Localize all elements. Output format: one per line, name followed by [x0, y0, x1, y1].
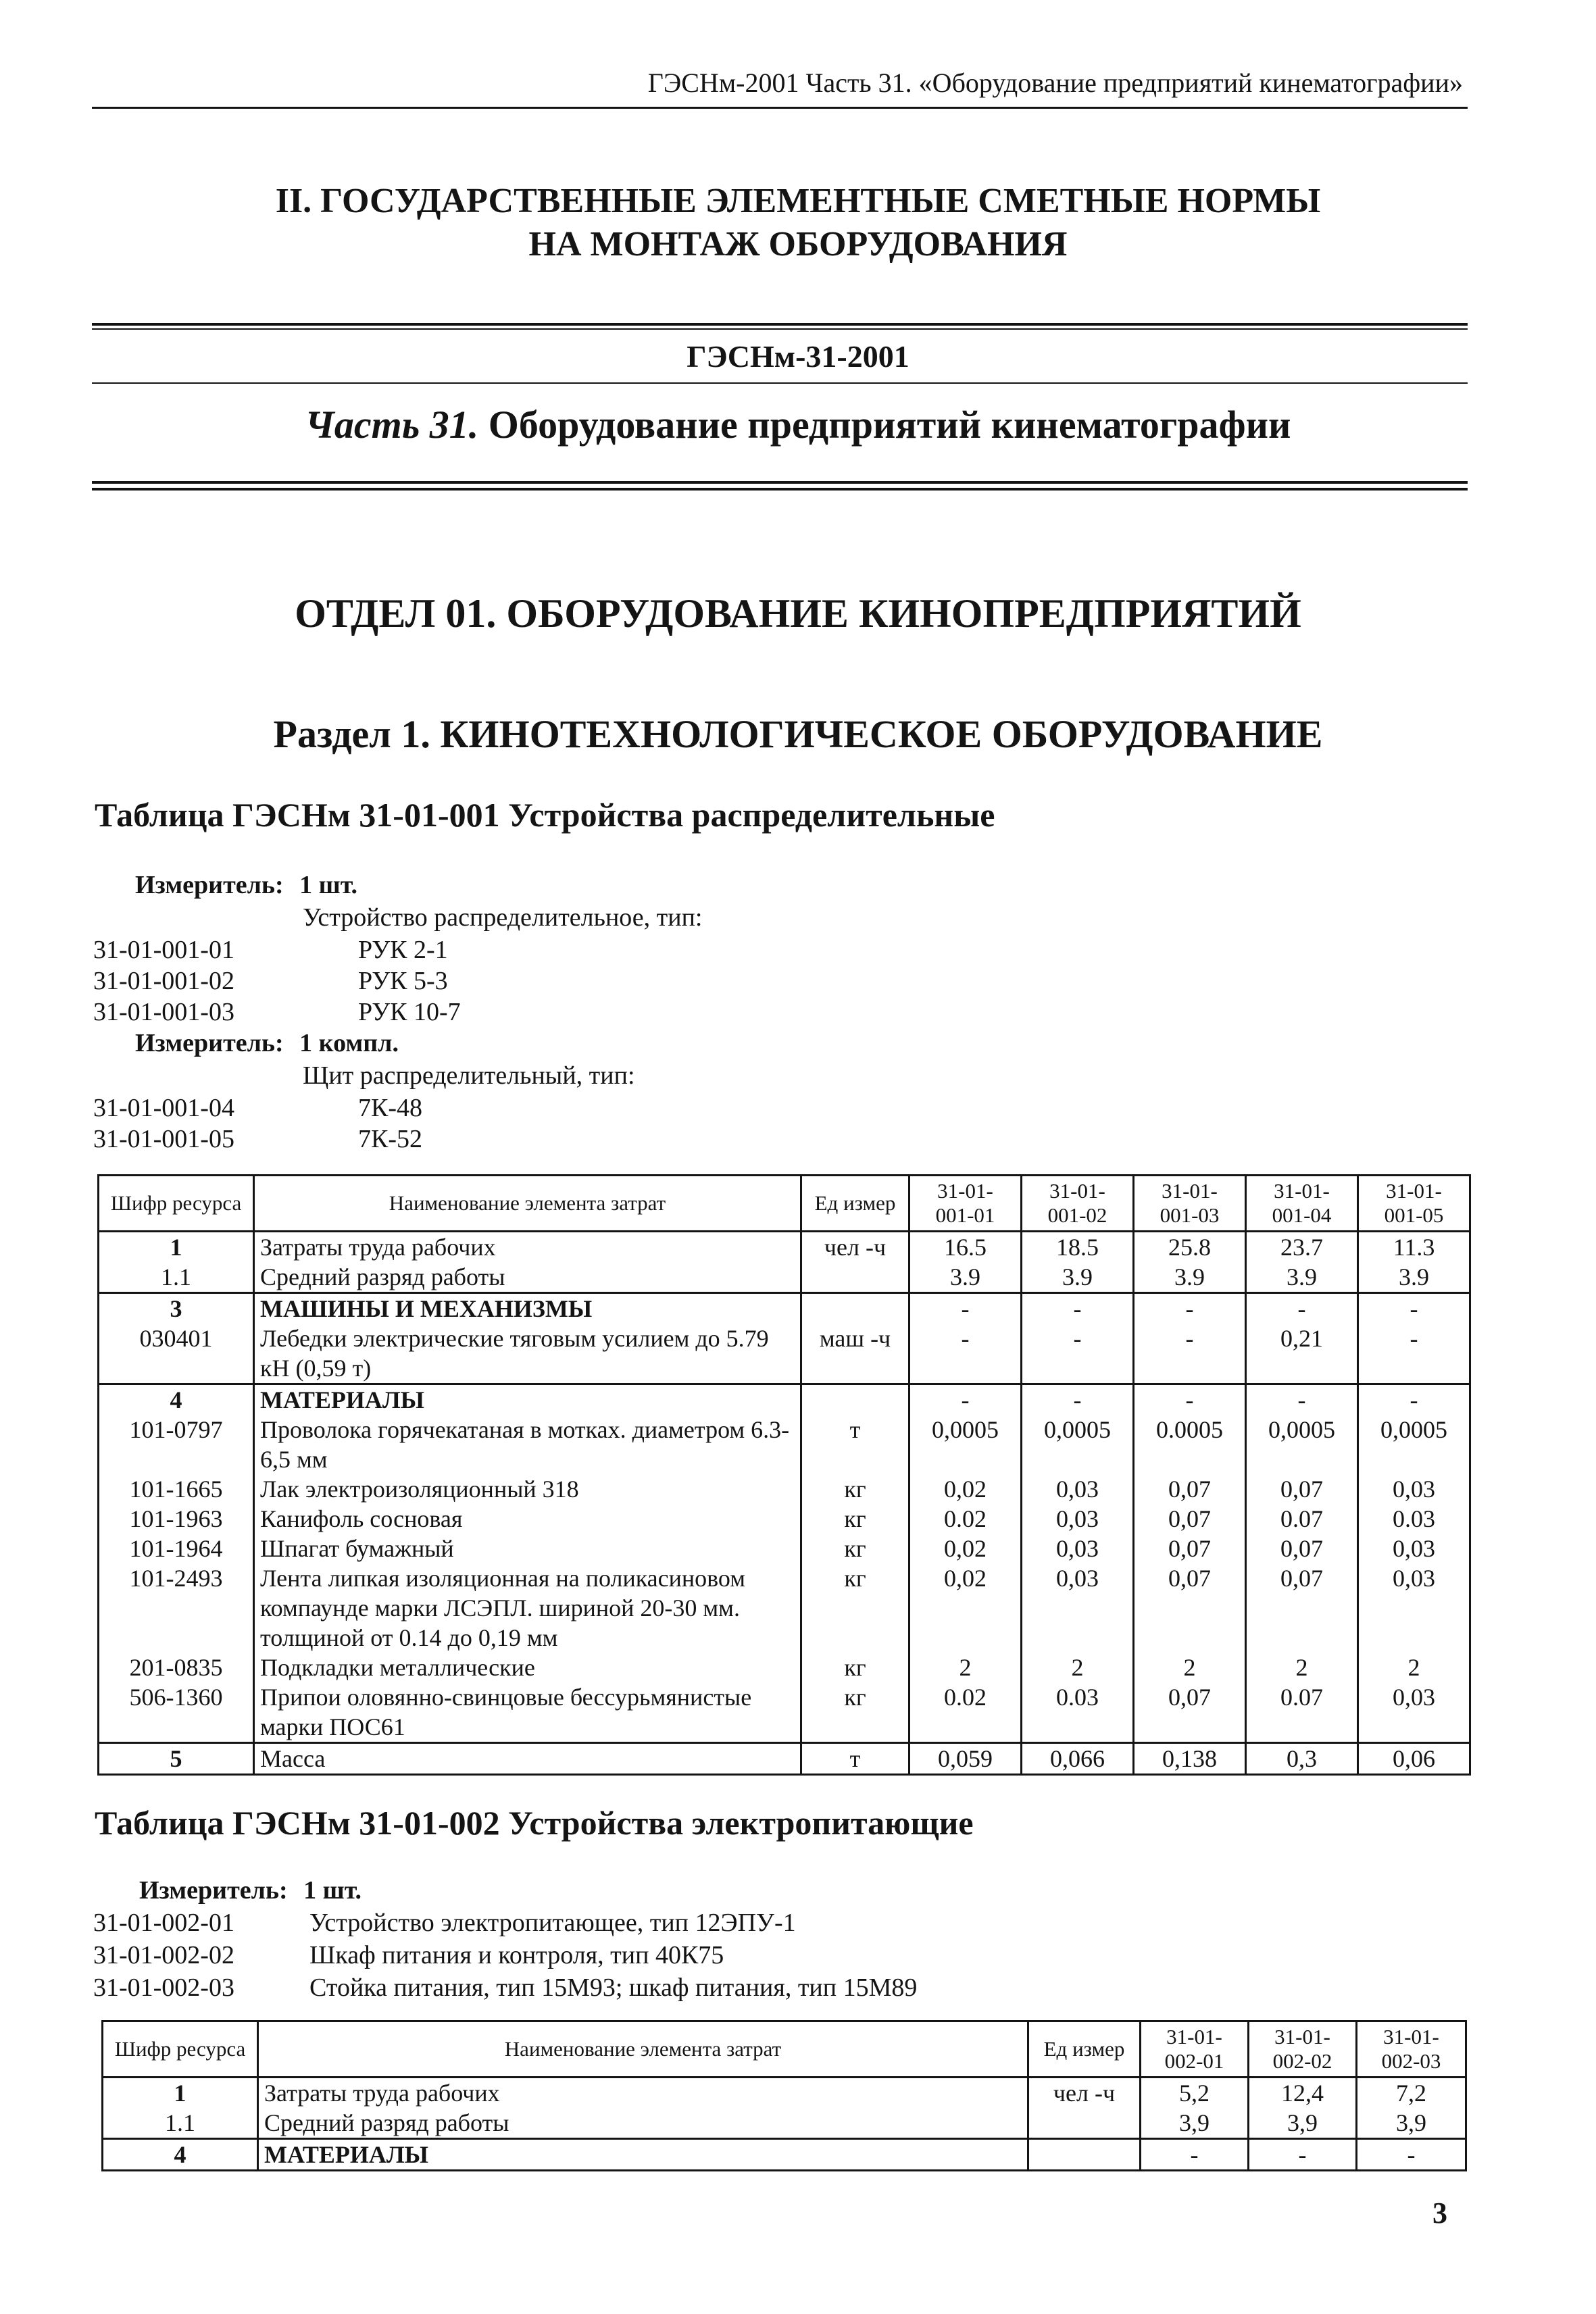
cell-value: 3.9: [1022, 1262, 1134, 1293]
cell-value: 3.9: [909, 1262, 1022, 1293]
table1-title: Таблица ГЭСНм 31-01-001 Устройства распределительные: [95, 796, 995, 834]
header-col: 31-01- 002-03: [1357, 2021, 1466, 2078]
cell-value: -: [1358, 1293, 1470, 1324]
cell-name: Масса: [254, 1743, 801, 1775]
cell-value: 3,9: [1249, 2108, 1357, 2139]
norm-code: 31-01-001-05: [93, 1125, 234, 1153]
norm-code: 31-01-001-02: [93, 967, 234, 995]
cell-value: 0,03: [1022, 1474, 1134, 1504]
cell-value: 0.03: [1022, 1682, 1134, 1743]
table-row: [99, 1293, 1470, 1324]
cell-unit: кг: [801, 1504, 909, 1534]
cell-name: МАТЕРИАЛЫ: [258, 2139, 1028, 2171]
cell-code: 4: [99, 1384, 254, 1415]
norm-code: 31-01-002-02: [93, 1941, 234, 1969]
norm-name: 7К-52: [358, 1125, 422, 1153]
cell-name: Затраты труда рабочих: [258, 2078, 1028, 2109]
cell-value: 0,0005: [909, 1415, 1022, 1474]
cell-value-text: 5,2: [1179, 2080, 1210, 2107]
cell-value: -: [909, 1293, 1022, 1324]
cell-code: 101-2493: [99, 1563, 254, 1653]
cell-value: [1246, 1232, 1358, 1263]
norm-name: РУК 2-1: [358, 936, 448, 964]
cell-value: [1249, 2078, 1357, 2109]
rule-bottom-1: [92, 481, 1468, 484]
department-title: ОТДЕЛ 01. ОБОРУДОВАНИЕ КИНОПРЕДПРИЯТИЙ: [295, 591, 1301, 636]
main-heading-line2: НА МОНТАЖ ОБОРУДОВАНИЯ: [528, 225, 1068, 263]
cell-value: 0,07: [1246, 1563, 1358, 1653]
cell-value: 0.03: [1358, 1504, 1470, 1534]
norm-name: Шкаф питания и контроля, тип 40К75: [309, 1941, 724, 1969]
cell-value: 3.9: [1134, 1262, 1246, 1293]
cell-unit: чел -ч: [801, 1232, 909, 1263]
header-unit: Ед измер: [801, 1176, 909, 1232]
cell-code: 101-1963: [99, 1504, 254, 1534]
header-col: 31-01- 001-04: [1246, 1176, 1358, 1232]
norm-name: 7К-48: [358, 1094, 422, 1122]
norm-name: РУК 5-3: [358, 967, 448, 995]
cell-code: 101-1665: [99, 1474, 254, 1504]
meter-value: 1 шт.: [299, 871, 358, 899]
cell-unit: кг: [801, 1563, 909, 1653]
cell-value: 0,03: [1022, 1534, 1134, 1563]
header-col: 31-01- 001-02: [1022, 1176, 1134, 1232]
cell-value: 0.07: [1246, 1682, 1358, 1743]
cell-value: -: [1134, 1384, 1246, 1415]
table-row: [103, 2108, 1466, 2139]
cell-value-text: 11.3: [1393, 1234, 1435, 1261]
cell-value: 3.9: [1246, 1262, 1358, 1293]
cell-value: 0,07: [1246, 1474, 1358, 1504]
norm-name: Устройство электропитающее, тип 12ЭПУ-1: [309, 1909, 796, 1937]
cell-unit: кг: [801, 1474, 909, 1504]
table1: [97, 1174, 1471, 1776]
cell-value: 0,03: [1358, 1563, 1470, 1653]
norm-code: 31-01-002-01: [93, 1909, 234, 1937]
table-row: [99, 1384, 1470, 1415]
rule-top-1: [92, 323, 1468, 326]
table1-meter2: [135, 1027, 399, 1059]
meter-label: Измеритель:: [135, 1029, 284, 1057]
cell-value-text: 18.5: [1056, 1234, 1099, 1261]
cell-unit: кг: [801, 1653, 909, 1682]
rule-top-2: [92, 328, 1468, 330]
norm-name: РУК 10-7: [358, 998, 461, 1026]
cell-value: 0,07: [1246, 1534, 1358, 1563]
cell-value: 0,0005: [1246, 1415, 1358, 1474]
header-code: Шифр ресурса: [99, 1176, 254, 1232]
cell-value: 0,07: [1134, 1534, 1246, 1563]
table1-meter1: [135, 869, 357, 901]
cell-code: 4: [103, 2139, 258, 2171]
norm-code: 31-01-002-03: [93, 1973, 234, 2002]
cell-unit: т: [801, 1743, 909, 1775]
table2-meter: [139, 1874, 361, 1907]
meter-label: Измеритель:: [139, 1876, 288, 1905]
table-row: [103, 2139, 1466, 2171]
page-number: 3: [1432, 2196, 1447, 2230]
cell-value-text: 7,2: [1396, 2080, 1426, 2107]
cell-value: -: [1022, 1384, 1134, 1415]
cell-value: 0,21: [1246, 1324, 1358, 1384]
cell-value: 0,07: [1134, 1474, 1246, 1504]
norm-code: 31-01-001-03: [93, 998, 234, 1026]
cell-value: 3.9: [1358, 1262, 1470, 1293]
meter-value: 1 шт.: [303, 1876, 362, 1905]
table-row: [99, 1474, 1470, 1504]
cell-value: 0,03: [1358, 1474, 1470, 1504]
part-name: Оборудование предприятий кинематографии: [488, 403, 1291, 447]
cell-value: -: [1134, 1293, 1246, 1324]
table2-title: Таблица ГЭСНм 31-01-002 Устройства электропитающие: [95, 1804, 974, 1842]
cell-value: 0,0005: [1358, 1415, 1470, 1474]
cell-value-text: 25.8: [1168, 1234, 1211, 1261]
norm-name: Стойка питания, тип 15М93; шкаф питания, тип 15М89: [309, 1973, 918, 2002]
table-row: [99, 1504, 1470, 1534]
cell-name: Лак электроизоляционный 318: [254, 1474, 801, 1504]
cell-value: 0,059: [909, 1743, 1022, 1775]
cell-value: -: [1358, 1324, 1470, 1384]
section-title: Раздел 1. КИНОТЕХНОЛОГИЧЕСКОЕ ОБОРУДОВАНИЕ: [273, 712, 1323, 756]
header-col: 31-01- 001-01: [909, 1176, 1022, 1232]
table-row: [99, 1653, 1470, 1682]
cell-code: 1: [103, 2078, 258, 2109]
cell-value: 3,9: [1141, 2108, 1249, 2139]
cell-name: МАШИНЫ И МЕХАНИЗМЫ: [254, 1293, 801, 1324]
meter-label: Измеритель:: [135, 871, 284, 899]
cell-value: [909, 1232, 1022, 1263]
cell-value: 2: [1134, 1653, 1246, 1682]
cell-code: 1: [99, 1232, 254, 1263]
table-row: [99, 1534, 1470, 1563]
cell-value: 0,0005: [1022, 1415, 1134, 1474]
cell-name: Припои оловянно-свинцовые бессурьмянистые марки ПОС61: [254, 1682, 801, 1743]
cell-value: [1358, 1232, 1470, 1263]
table2: [101, 2020, 1467, 2171]
cell-value: 0,02: [909, 1474, 1022, 1504]
cell-unit: [1028, 2108, 1141, 2139]
cell-code: 030401: [99, 1324, 254, 1384]
cell-value: -: [1141, 2139, 1249, 2171]
table2-header: [103, 2021, 1466, 2078]
cell-value: 0,3: [1246, 1743, 1358, 1775]
rule-mid: [92, 382, 1468, 384]
cell-name: МАТЕРИАЛЫ: [254, 1384, 801, 1415]
cell-value: 2: [909, 1653, 1022, 1682]
cell-value: -: [1134, 1324, 1246, 1384]
cell-unit: кг: [801, 1534, 909, 1563]
running-header: ГЭСНм-2001 Часть 31. «Оборудование предприятий кинематографии»: [647, 68, 1463, 98]
cell-code: 506-1360: [99, 1682, 254, 1743]
cell-value: 0,07: [1134, 1504, 1246, 1534]
header-name: Наименование элемента затрат: [254, 1176, 801, 1232]
cell-code: 1.1: [99, 1262, 254, 1293]
cell-value: -: [1246, 1384, 1358, 1415]
table-row: [99, 1415, 1470, 1474]
cell-value: 0,03: [1358, 1682, 1470, 1743]
cell-unit: [801, 1293, 909, 1324]
cell-code: 201-0835: [99, 1653, 254, 1682]
table-row: [99, 1743, 1470, 1775]
cell-code: 101-1964: [99, 1534, 254, 1563]
norm-code: 31-01-001-04: [93, 1094, 234, 1122]
table-row: [99, 1682, 1470, 1743]
table1-group2: Щит распределительный, тип:: [303, 1061, 635, 1090]
cell-value-text: 23.7: [1280, 1234, 1323, 1261]
cell-name: Шпагат бумажный: [254, 1534, 801, 1563]
main-heading-line1: II. ГОСУДАРСТВЕННЫЕ ЭЛЕМЕНТНЫЕ СМЕТНЫЕ НОРМЫ: [275, 182, 1321, 220]
header-col: 31-01- 002-02: [1249, 2021, 1357, 2078]
cell-value: 0,03: [1022, 1504, 1134, 1534]
table-row: [99, 1262, 1470, 1293]
cell-name: Лента липкая изоляционная на поликасиновом компаунде марки ЛСЭПЛ. шириной 20-30 мм. толщиной от 0.14 до 0,19 мм: [254, 1563, 801, 1653]
cell-value: -: [909, 1324, 1022, 1384]
cell-name: Средний разряд работы: [258, 2108, 1028, 2139]
cell-value: 0.07: [1246, 1504, 1358, 1534]
cell-value: -: [1246, 1293, 1358, 1324]
cell-value: 2: [1246, 1653, 1358, 1682]
cell-unit: [801, 1384, 909, 1415]
cell-name: Затраты труда рабочих: [254, 1232, 801, 1263]
table1-group1: Устройство распределительное, тип:: [303, 903, 703, 932]
table-row: [99, 1563, 1470, 1653]
cell-value: 0,07: [1134, 1682, 1246, 1743]
cell-value: 2: [1022, 1653, 1134, 1682]
cell-value: [1134, 1232, 1246, 1263]
cell-value: 2: [1358, 1653, 1470, 1682]
cell-value: -: [1022, 1293, 1134, 1324]
cell-value: -: [1022, 1324, 1134, 1384]
cell-value: [1141, 2078, 1249, 2109]
cell-unit: чел -ч: [1028, 2078, 1141, 2109]
cell-value: 0,02: [909, 1563, 1022, 1653]
cell-value-text: 16.5: [944, 1234, 987, 1261]
cell-code: 1.1: [103, 2108, 258, 2139]
cell-value: 3,9: [1357, 2108, 1466, 2139]
cell-name: Средний разряд работы: [254, 1262, 801, 1293]
cell-name: Подкладки металлические: [254, 1653, 801, 1682]
cell-value: 0,06: [1358, 1743, 1470, 1775]
table-row: [103, 2078, 1466, 2109]
cell-value: [1357, 2078, 1466, 2109]
rule-bottom-2: [92, 488, 1468, 491]
header-rule: [92, 107, 1468, 109]
cell-value: -: [1358, 1384, 1470, 1415]
cell-name: Лебедки электрические тяговым усилием до 5.79 кН (0,59 т): [254, 1324, 801, 1384]
header-unit: Ед измер: [1028, 2021, 1141, 2078]
cell-value: 0.02: [909, 1682, 1022, 1743]
cell-code: 5: [99, 1743, 254, 1775]
cell-value: 0,03: [1358, 1534, 1470, 1563]
cell-value: 0.02: [909, 1504, 1022, 1534]
cell-unit: [1028, 2139, 1141, 2171]
header-col: 31-01- 002-01: [1141, 2021, 1249, 2078]
cell-value: 0.0005: [1134, 1415, 1246, 1474]
cell-code: 101-0797: [99, 1415, 254, 1474]
cell-name: Канифоль сосновая: [254, 1504, 801, 1534]
collection-code: ГЭСНм-31-2001: [687, 339, 909, 374]
cell-unit: кг: [801, 1682, 909, 1743]
cell-unit: т: [801, 1415, 909, 1474]
cell-value: [1022, 1232, 1134, 1263]
header-col: 31-01- 001-03: [1134, 1176, 1246, 1232]
table-row: [99, 1232, 1470, 1263]
cell-value: 0,07: [1134, 1563, 1246, 1653]
cell-unit: маш -ч: [801, 1324, 909, 1384]
header-name: Наименование элемента затрат: [258, 2021, 1028, 2078]
part-title: [0, 401, 1596, 449]
cell-value-text: 12,4: [1281, 2080, 1324, 2107]
cell-value: 0,02: [909, 1534, 1022, 1563]
cell-value: 0,138: [1134, 1743, 1246, 1775]
cell-value: -: [1357, 2139, 1466, 2171]
cell-name: Проволока горячекатаная в мотках. диаметром 6.3-6,5 мм: [254, 1415, 801, 1474]
cell-value: 0,03: [1022, 1563, 1134, 1653]
table-row: [99, 1324, 1470, 1384]
header-code: Шифр ресурса: [103, 2021, 258, 2078]
meter-value: 1 компл.: [299, 1029, 399, 1057]
cell-value: -: [909, 1384, 1022, 1415]
cell-value: -: [1249, 2139, 1357, 2171]
table1-header: [99, 1176, 1470, 1232]
cell-unit: [801, 1262, 909, 1293]
cell-code: 3: [99, 1293, 254, 1324]
part-prefix: Часть 31.: [305, 403, 479, 447]
header-col: 31-01- 001-05: [1358, 1176, 1470, 1232]
cell-value: 0,066: [1022, 1743, 1134, 1775]
norm-code: 31-01-001-01: [93, 936, 234, 964]
